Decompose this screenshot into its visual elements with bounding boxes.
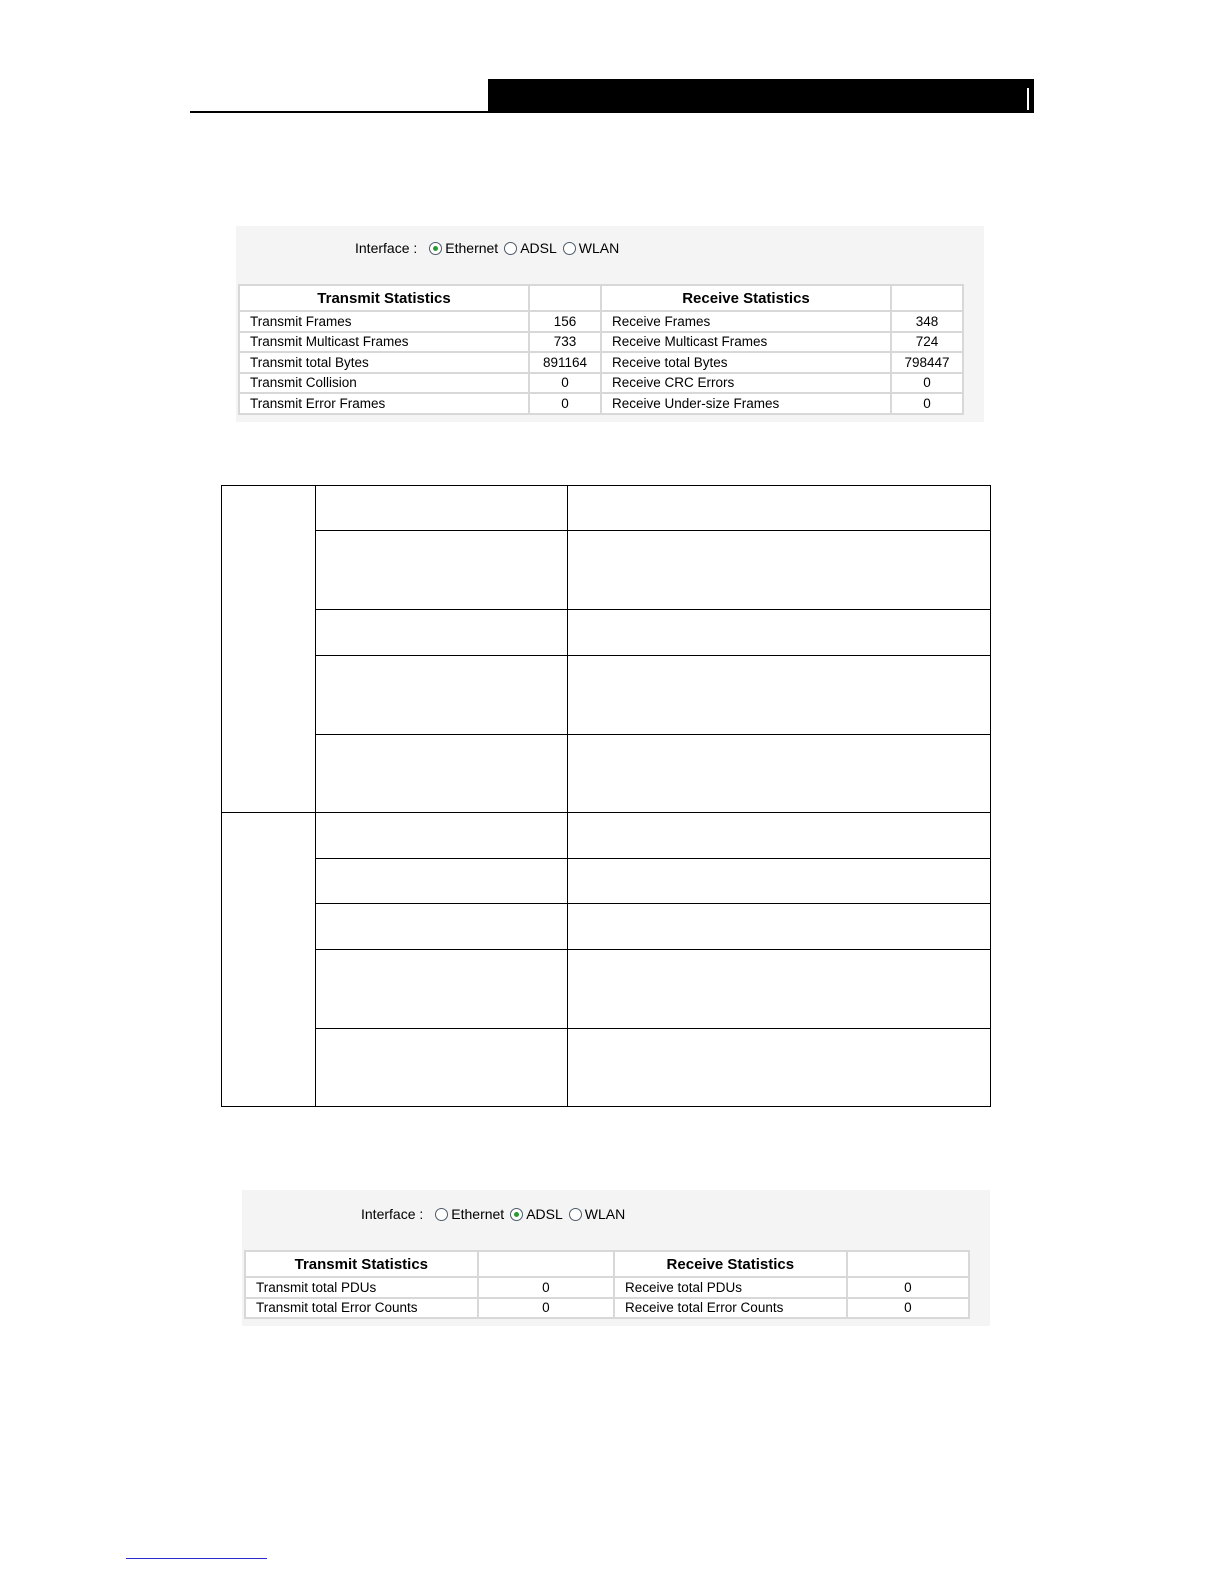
table-row [240, 333, 962, 352]
interface-label: Interface : [361, 1206, 424, 1222]
row-divider [315, 903, 990, 904]
tx-value: 0 [479, 1278, 613, 1297]
rx-label: Receive Frames [602, 312, 890, 331]
tx-value: 0 [530, 394, 600, 413]
option-label: ADSL [526, 1206, 563, 1222]
tx-value: 0 [530, 374, 600, 393]
option-label: Ethernet [445, 240, 499, 256]
row-divider [315, 1028, 990, 1029]
interface-option-ethernet[interactable] [435, 1206, 504, 1222]
interface-option-ethernet[interactable] [429, 240, 498, 256]
radio-adsl[interactable] [510, 1208, 523, 1221]
interface-option-adsl[interactable] [510, 1206, 563, 1222]
row-divider [315, 609, 990, 610]
rx-label: Receive CRC Errors [602, 374, 890, 393]
tx-label: Transmit Multicast Frames [240, 333, 528, 352]
receive-value-header [848, 1252, 968, 1276]
adsl-statistics-table [244, 1250, 970, 1319]
tx-label: Transmit total PDUs [246, 1278, 477, 1297]
row-divider [315, 530, 990, 531]
tx-label: Transmit Error Frames [240, 394, 528, 413]
tx-label: Transmit Frames [240, 312, 528, 331]
option-label: WLAN [584, 1206, 626, 1222]
table-row [240, 394, 962, 413]
option-label: ADSL [520, 240, 557, 256]
group-divider [222, 812, 990, 813]
interface-label: Interface : [355, 240, 418, 256]
row-divider [315, 734, 990, 735]
rx-label: Receive total Bytes [602, 353, 890, 372]
tx-label: Transmit total Bytes [240, 353, 528, 372]
table-header-row [246, 1252, 968, 1276]
tx-label: Transmit total Error Counts [246, 1299, 477, 1318]
rx-value: 724 [892, 333, 962, 352]
radio-ethernet[interactable] [435, 1208, 448, 1221]
receive-value-header [892, 286, 962, 310]
rx-label: Receive total Error Counts [615, 1299, 846, 1318]
transmit-statistics-header: Transmit Statistics [240, 286, 528, 310]
rx-value: 0 [848, 1299, 968, 1318]
tx-label: Transmit Collision [240, 374, 528, 393]
table-row [246, 1299, 968, 1318]
interface-option-wlan[interactable] [569, 1206, 625, 1222]
tx-value: 733 [530, 333, 600, 352]
row-divider [315, 858, 990, 859]
option-label: Ethernet [451, 1206, 505, 1222]
footer-link-underline[interactable] [126, 1558, 267, 1559]
transmit-statistics-header: Transmit Statistics [246, 1252, 477, 1276]
rx-label: Receive total PDUs [615, 1278, 846, 1297]
radio-wlan[interactable] [563, 242, 576, 255]
radio-adsl[interactable] [504, 242, 517, 255]
transmit-value-header [479, 1252, 613, 1276]
table-row [240, 353, 962, 372]
receive-statistics-header: Receive Statistics [602, 286, 890, 310]
interface-selector [361, 1206, 631, 1222]
interface-selector [355, 240, 625, 256]
interface-option-wlan[interactable] [563, 240, 619, 256]
tx-value: 156 [530, 312, 600, 331]
rx-value: 348 [892, 312, 962, 331]
column-divider [567, 486, 568, 1106]
option-label: WLAN [578, 240, 620, 256]
interface-option-adsl[interactable] [504, 240, 557, 256]
row-divider [315, 655, 990, 656]
rx-label: Receive Multicast Frames [602, 333, 890, 352]
column-divider [315, 486, 316, 1106]
adsl-statistics-panel [242, 1190, 990, 1326]
radio-ethernet[interactable] [429, 242, 442, 255]
radio-wlan[interactable] [569, 1208, 582, 1221]
row-divider [315, 949, 990, 950]
table-row [240, 374, 962, 393]
ethernet-statistics-panel [236, 226, 984, 422]
description-table [221, 485, 991, 1107]
rx-label: Receive Under-size Frames [602, 394, 890, 413]
tx-value: 891164 [530, 353, 600, 372]
rx-value: 0 [892, 394, 962, 413]
rx-value: 0 [892, 374, 962, 393]
table-row [246, 1278, 968, 1297]
ethernet-statistics-table [238, 284, 964, 415]
header-rule [190, 111, 1034, 113]
tx-value: 0 [479, 1299, 613, 1318]
receive-statistics-header: Receive Statistics [615, 1252, 846, 1276]
header-bar [488, 79, 1034, 113]
table-header-row [240, 286, 962, 310]
table-row [240, 312, 962, 331]
rx-value: 798447 [892, 353, 962, 372]
transmit-value-header [530, 286, 600, 310]
header-bar-tick [1027, 88, 1029, 110]
rx-value: 0 [848, 1278, 968, 1297]
